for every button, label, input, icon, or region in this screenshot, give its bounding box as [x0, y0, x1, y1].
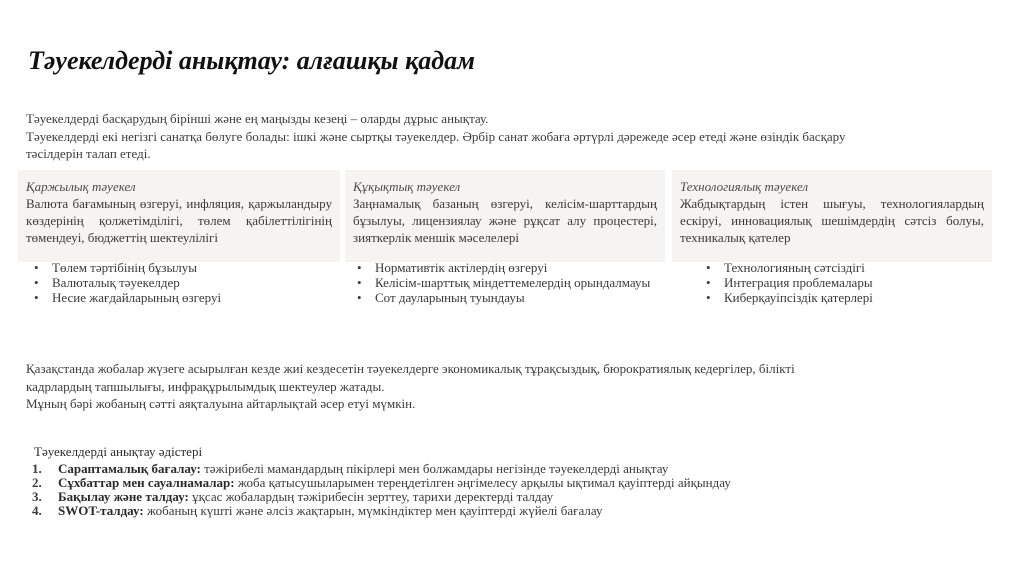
- intro-text: [26, 110, 846, 163]
- method-term: SWOT-талдау:: [58, 503, 144, 518]
- list-item: • Интеграция проблемалары: [700, 275, 873, 290]
- methods-heading: Тәуекелдерді анықтау әдістері: [34, 444, 203, 459]
- card-title: Технологиялық тәуекел: [680, 179, 809, 194]
- intro-paragraph: Тәуекелдерді басқарудың бірінші және ең маңызды кезеңі – оларды дұрыс анықтау.: [26, 111, 489, 126]
- method-item: [32, 476, 731, 490]
- method-number: 2.: [32, 475, 42, 490]
- context-paragraph: Қазақстанда жобалар жүзеге асырылған кезде жиі кездесетін тәуекелдерге экономикалық тұрақсыздық, бюрократиялық кедергілер, білікті кадрлардың тапшылығы, инфрақұрылымдық шектеулер жатады.: [26, 361, 795, 394]
- method-term: Бақылау және талдау:: [58, 489, 189, 504]
- kazakhstan-context: [26, 360, 856, 413]
- method-term: Сараптамалық бағалау:: [58, 461, 201, 476]
- list-item: • Нормативтік актілердің өзгеруі: [351, 260, 650, 275]
- card-description: Жабдықтардың істен шығуы, технологиялардың ескіруі, инновациялық шешімдердің сәтсіз болуы, техникалық қателер: [680, 196, 984, 245]
- method-description: жоба қатысушыларымен тереңдетілген әңгімелесу арқылы ықтимал қауіптерді айқындау: [237, 475, 731, 490]
- technological-risk-list: [700, 260, 873, 305]
- list-item: • Келісім-шарттық міндеттемелердің орындалмауы: [351, 275, 650, 290]
- method-item: [32, 490, 731, 504]
- method-description: жобаның күшті және әлсіз жақтарын, мүмкіндіктер мен қауіптерді жүйелі бағалау: [146, 503, 603, 518]
- methods-list: [32, 462, 731, 518]
- method-term: Сұхбаттар мен сауалнамалар:: [58, 475, 235, 490]
- technological-risk-card: [672, 170, 992, 262]
- list-item: • Несие жағдайларының өзгеруі: [28, 290, 221, 305]
- context-paragraph: Мұның бәрі жобаның сәтті аяқталуына айтарлықтай әсер етуі мүмкін.: [26, 396, 416, 411]
- financial-risk-list: [28, 260, 221, 305]
- card-description: Заңнамалық базаның өзгеруі, келісім-шарттардың бұзылуы, лицензиялау және рұқсат алу процестері, зияткерлік меншік мәселелері: [353, 196, 657, 245]
- card-description: Валюта бағамының өзгеруі, инфляция, қаржыландыру көздерінің қолжетімділігі, төлем қабілеттілігінің төмендеуі, бюджеттің шектеулілігі: [26, 196, 332, 245]
- page-title: Тәуекелдерді анықтау: алғашқы қадам: [28, 46, 475, 75]
- legal-risk-card: [345, 170, 665, 262]
- method-number: 4.: [32, 503, 42, 518]
- method-item: [32, 462, 731, 476]
- method-number: 1.: [32, 461, 42, 476]
- card-title: Қаржылық тәуекел: [26, 179, 136, 194]
- method-description: ұқсас жобалардың тәжірибесін зерттеу, тарихи деректерді талдау: [192, 489, 554, 504]
- list-item: • Сот дауларының туындауы: [351, 290, 650, 305]
- method-description: тәжірибелі мамандардың пікірлері мен болжамдары негізінде тәуекелдерді анықтау: [204, 461, 669, 476]
- card-title: Құқықтық тәуекел: [353, 179, 461, 194]
- method-number: 3.: [32, 489, 42, 504]
- method-item: [32, 504, 731, 518]
- list-item: • Киберқауіпсіздік қатерлері: [700, 290, 873, 305]
- financial-risk-card: [18, 170, 340, 262]
- legal-risk-list: [351, 260, 650, 305]
- list-item: • Валюталық тәуекелдер: [28, 275, 221, 290]
- intro-paragraph: Тәуекелдерді екі негізгі санатқа бөлуге болады: ішкі және сыртқы тәуекелдер. Әрбір санат жобаға әртүрлі дәрежеде әсер етеді және өзіндік басқару тәсілдерін талап етеді.: [26, 128, 846, 161]
- list-item: • Төлем тәртібінің бұзылуы: [28, 260, 221, 275]
- list-item: • Технологияның сәтсіздігі: [700, 260, 873, 275]
